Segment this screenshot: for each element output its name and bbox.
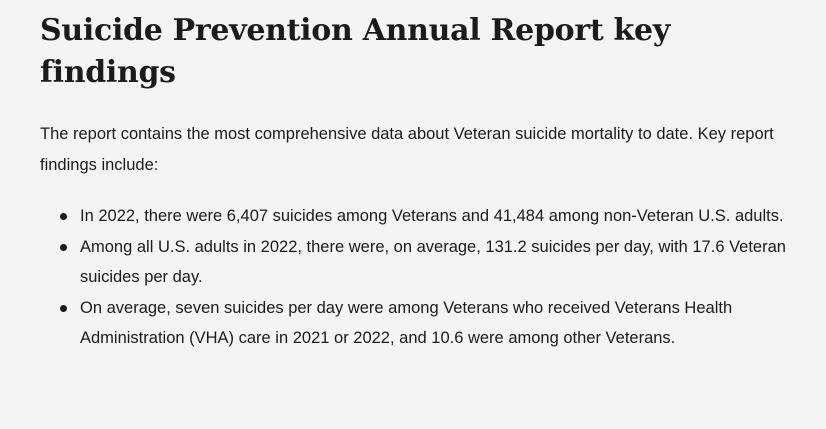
- section-heading: Suicide Prevention Annual Report key findings: [40, 13, 670, 90]
- list-item: [80, 201, 786, 232]
- bullet-dot-icon: [60, 244, 67, 251]
- list-item: [80, 232, 786, 293]
- list-item: [80, 293, 786, 354]
- bullet-dot-icon: [60, 305, 67, 312]
- finding-text: On average, seven suicides per day were among Veterans who received Veterans Health Administration (VHA) care in 2021 or 2022, and 10.6 were among other Veterans.: [80, 298, 733, 347]
- intro-paragraph: The report contains the most comprehensive data about Veteran suicide mortality to date. Key report findings include:: [40, 125, 774, 174]
- finding-text: In 2022, there were 6,407 suicides among Veterans and 41,484 among non-Veteran U.S. adults.: [80, 207, 784, 225]
- findings-list: [40, 201, 786, 354]
- bullet-dot-icon: [60, 213, 67, 220]
- finding-text: Among all U.S. adults in 2022, there were, on average, 131.2 suicides per day, with 17.6 Veteran suicides per day.: [80, 237, 786, 286]
